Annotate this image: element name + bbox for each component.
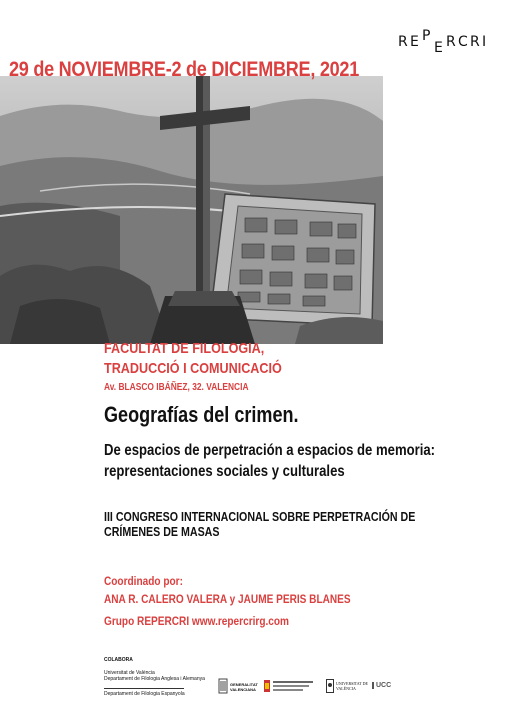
- logo-letter: P: [422, 28, 432, 44]
- subtitle-line-1: De espacios de perpetración a espacios de memoria:: [104, 442, 436, 459]
- ucc-text: UCC: [372, 682, 391, 689]
- uv-department-1: [104, 670, 205, 682]
- page-title: Geografías del crimen.: [104, 402, 299, 427]
- logo-letter: E: [434, 40, 444, 56]
- logo-letter: I: [482, 34, 488, 50]
- generalitat-emblem-icon: [218, 678, 228, 694]
- aerial-photograph: [0, 76, 383, 344]
- uv-department-2: Departament de Filologia Espanyola: [104, 691, 185, 697]
- logo-letter: R: [446, 34, 457, 50]
- faculty-name: [104, 339, 282, 379]
- footer-divider: [104, 688, 184, 689]
- uv-logo-right: [326, 678, 368, 696]
- uv-name: Universitat de València: [104, 670, 155, 676]
- address: Av. BLASCO IBÁÑEZ, 32. VALENCIA: [104, 382, 249, 393]
- logo-letter: R: [470, 34, 481, 50]
- ministry-emblem-icon: [264, 678, 316, 694]
- coordinators-names: ANA R. CALERO VALERA y JAUME PERIS BLANES: [104, 592, 351, 606]
- congress-line-1: III CONGRESO INTERNACIONAL SOBRE PERPETRACIÓN DE: [104, 509, 416, 524]
- ministry-logo: [264, 678, 316, 696]
- ucc-logo: [372, 678, 402, 696]
- faculty-line-1: FACULTAT DE FILOLOGIA,: [104, 340, 265, 357]
- logo-letter: C: [458, 34, 469, 50]
- event-date: 29 de NOVIEMBRE-2 de DICIEMBRE, 2021: [9, 58, 360, 81]
- uv-emblem-icon: [326, 679, 334, 693]
- logo-letter: R: [398, 34, 409, 50]
- uv-department-anglesa: Departament de Filologia Anglesa i Alemanya: [104, 676, 205, 682]
- coordination-block: [104, 572, 351, 630]
- generalitat-text: GENERALITAT VALENCIANA: [230, 682, 258, 692]
- faculty-line-2: TRADUCCIÓ I COMUNICACIÓ: [104, 360, 282, 377]
- collabora-label: COLABORA: [104, 657, 133, 663]
- congress-line-2: CRÍMENES DE MASAS: [104, 524, 220, 539]
- subtitle: [104, 440, 435, 482]
- subtitle-line-2: representaciones sociales y culturales: [104, 463, 345, 480]
- logo-letter: E: [410, 34, 420, 50]
- repercri-logo: [398, 28, 490, 62]
- congress-name: [104, 509, 415, 539]
- group-link[interactable]: Grupo REPERCRI www.repercrirg.com: [104, 614, 290, 628]
- generalitat-logo: [218, 678, 262, 696]
- uv-right-text: UNIVERSITAT DE VALÈNCIA: [336, 681, 368, 691]
- coordination-label: Coordinado por:: [104, 574, 183, 588]
